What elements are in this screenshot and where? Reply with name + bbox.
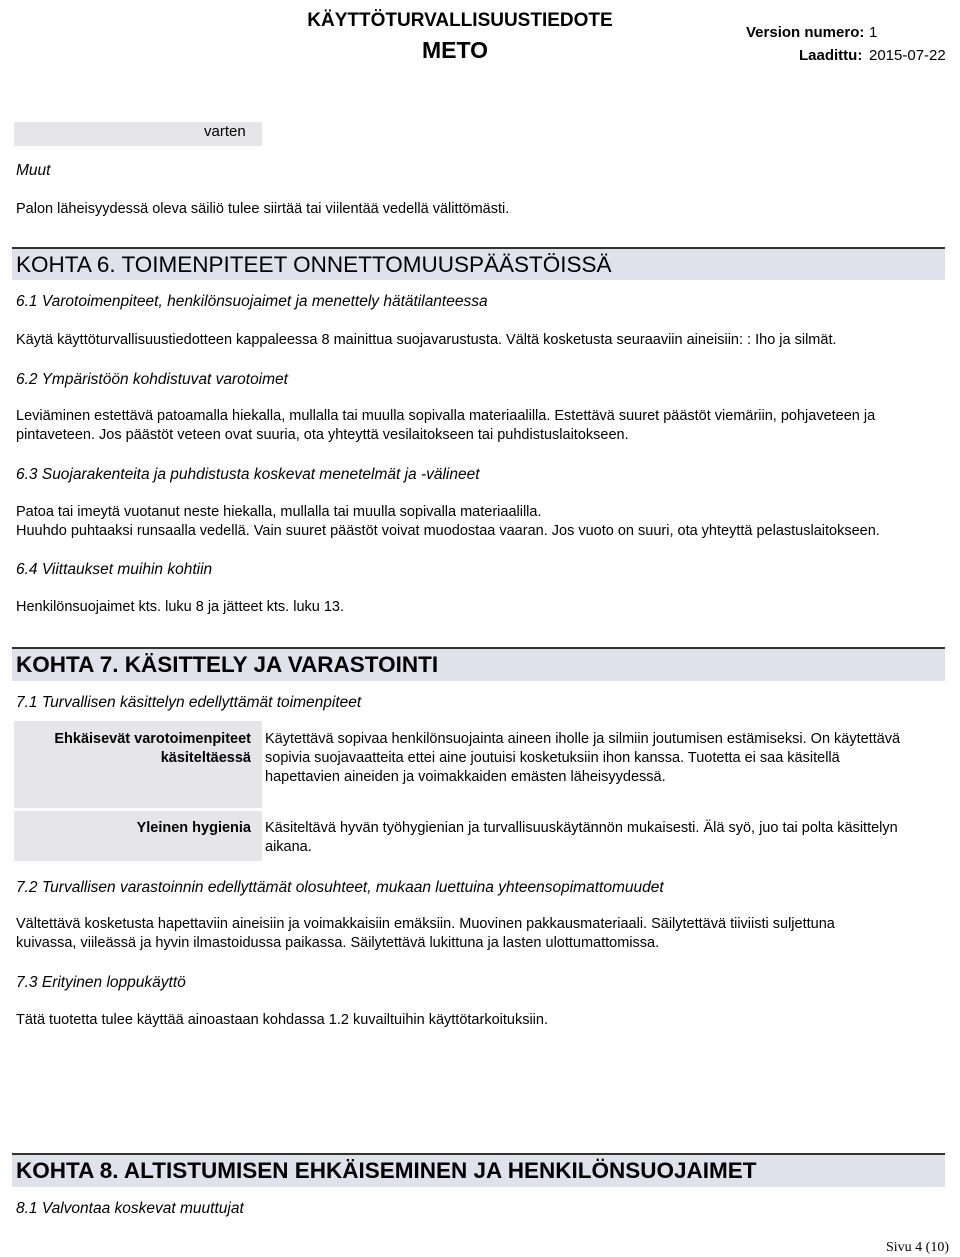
section-8-header [12, 1153, 945, 1187]
precautions-text-line3: hapettavien aineiden ja voimakkaiden emästen läheisyydessä. [265, 769, 666, 785]
subsection-6-4-title: 6.4 Viittaukset muihin kohtiin [16, 561, 213, 578]
subsection-7-3-title: 7.3 Erityinen loppukäyttö [16, 974, 186, 991]
subsection-6-2-text-line1: Leviäminen estettävä patoamalla hiekalla, mullalla tai muulla sopivalla materiaalilla. Estettävä suuret päästöt viemäriin, pohjaveteen ja [16, 408, 876, 424]
table-label-cell-precautions [14, 721, 262, 808]
muut-subheading: Muut [16, 162, 51, 179]
subsection-7-1-title: 7.1 Turvallisen käsittelyn edellyttämät toimenpiteet [16, 694, 362, 711]
fire-paragraph: Palon läheisyydessä oleva säiliö tulee siirtää tai viilentää vedellä välittömästi. [16, 201, 510, 217]
date-value: 2015-07-22 [869, 47, 946, 64]
hygiene-text-line1: Käsiteltävä hyvän työhygienian ja turvallisuuskäytännön mukaisesti. Älä syö, juo tai polta käsittelyn [265, 820, 898, 836]
date-label: Laadittu: [799, 47, 863, 64]
document-title: KÄYTTÖTURVALLISUUSTIEDOTE [307, 10, 613, 31]
version-label: Version numero: [746, 24, 865, 41]
subsection-6-3-text-line1: Patoa tai imeytä vuotanut neste hiekalla, mullalla tai muulla sopivalla materiaalilla. [16, 504, 542, 520]
section-7-title: KOHTA 7. KÄSITTELY JA VARASTOINTI [16, 652, 439, 677]
subsection-7-3-text: Tätä tuotetta tulee käyttää ainoastaan kohdassa 1.2 kuvailtuihin käyttötarkoituksiin. [16, 1012, 548, 1028]
subsection-7-2-title: 7.2 Turvallisen varastoinnin edellyttämät olosuhteet, mukaan luettuina yhteensopimattomuudet [16, 879, 664, 896]
precautions-label-line1: Ehkäisevät varotoimenpiteet [54, 731, 251, 747]
subsection-8-1-title: 8.1 Valvontaa koskevat muuttujat [16, 1200, 244, 1217]
subsection-6-3-text-line2: Huuhdo puhtaaksi runsaalla vedellä. Vain suuret päästöt voivat muodostaa vaaran. Jos vuoto on suuri, ota yhteyttä pelastuslaitokseen. [16, 523, 880, 539]
subsection-6-2-title: 6.2 Ympäristöön kohdistuvat varotoimet [16, 371, 288, 388]
precautions-text-line2: sopivia suojavaatteita ettei aine joutuisi kosketuksiin ihon kanssa. Tuotetta ei saa käsitellä [265, 750, 840, 766]
section-7-header [12, 647, 945, 681]
varten-text: varten [204, 123, 246, 140]
section-6-header [12, 247, 945, 280]
hygiene-value [265, 819, 945, 857]
section-6-title: KOHTA 6. TOIMENPITEET ONNETTOMUUSPÄÄSTÖISSÄ [16, 252, 612, 277]
subsection-6-4-text: Henkilönsuojaimet kts. luku 8 ja jätteet kts. luku 13. [16, 599, 345, 615]
table-cell-grey [14, 122, 262, 146]
table-label-cell-hygiene [14, 811, 262, 861]
page-number: Sivu 4 (10) [886, 1240, 949, 1255]
subsection-6-3-title: 6.3 Suojarakenteita ja puhdistusta koskevat menetelmät ja -välineet [16, 466, 480, 483]
subsection-6-1-title: 6.1 Varotoimenpiteet, henkilönsuojaimet ja menettely hätätilanteessa [16, 293, 488, 310]
precautions-value [265, 730, 945, 787]
product-name: METO [421, 37, 489, 63]
section-8-title: KOHTA 8. ALTISTUMISEN EHKÄISEMINEN JA HENKILÖNSUOJAIMET [16, 1158, 757, 1183]
subsection-7-2-text-line1: Vältettävä kosketusta hapettaviin aineisiin ja voimakkaisiin emäksiin. Muovinen pakkausmateriaali. Säilytettävä tiiviisti suljettuna [16, 916, 835, 932]
subsection-6-1-text: Käytä käyttöturvallisuustiedotteen kappaleessa 8 mainittua suojavarustusta. Vältä kosketusta seuraaviin aineisiin: : Iho ja silmät. [16, 332, 837, 348]
subsection-7-2-text-line2: kuivassa, viileässä ja hyvin ilmastoidussa paikassa. Säilytettävä lukittuna ja lasten ulottumattomissa. [16, 935, 660, 951]
subsection-6-2-text-line2: pintaveteen. Jos päästöt veteen ovat suuria, ota yhteyttä vesilaitokseen tai puhdistuslaitokseen. [16, 427, 629, 443]
precautions-label-line2: käsiteltäessä [160, 750, 251, 766]
precautions-text-line1: Käytettävä sopivaa henkilönsuojainta aineen iholle ja silmiin joutumisen estämiseksi. On käytettävä [265, 731, 901, 747]
hygiene-text-line2: aikana. [265, 839, 312, 855]
hygiene-label: Yleinen hygienia [136, 820, 251, 836]
version-value: 1 [869, 24, 878, 41]
